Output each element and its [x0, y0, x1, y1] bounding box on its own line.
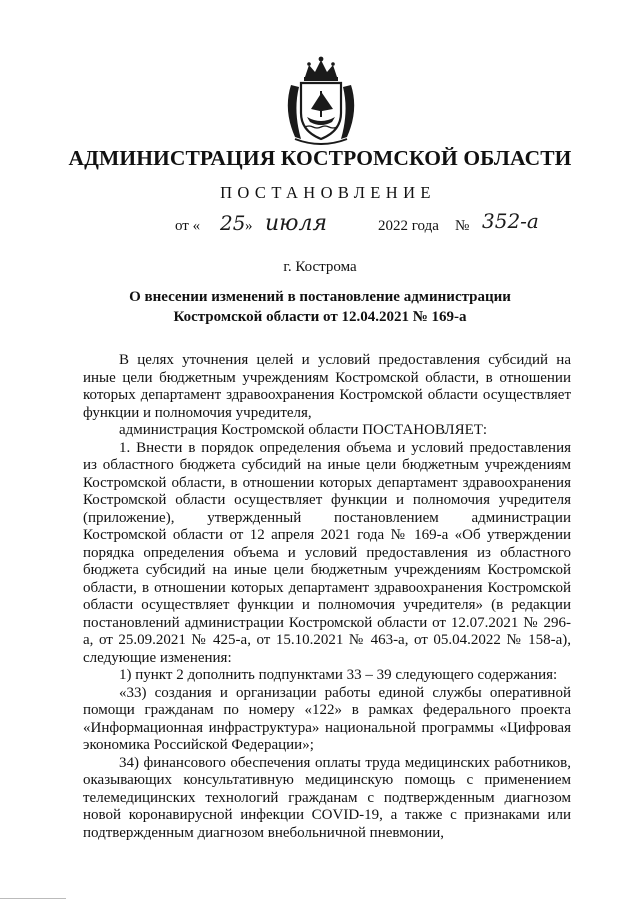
document-number-handwritten: 352-а	[482, 209, 539, 233]
document-body	[83, 352, 571, 842]
date-month-handwritten: июля	[265, 211, 328, 236]
body-paragraph: «33) создания и организации работы единой службы оперативной помощи гражданам по номеру «122» в рамках федерального проекта «Информационная инфраструктура» национальной программы «Цифровая экономика Российской Федерации»;	[83, 684, 571, 753]
date-day-handwritten: 25	[220, 211, 246, 235]
footer-divider	[0, 898, 66, 899]
number-sign: №	[455, 218, 470, 234]
body-paragraph: администрация Костромской области ПОСТАНОВЛЯЕТ:	[119, 422, 488, 438]
subject-line: О внесении изменений в постановление администрации	[129, 289, 511, 305]
body-paragraph: 1) пункт 2 дополнить подпунктами 33 – 39 следующего содержания:	[119, 667, 558, 683]
date-prefix: от «	[175, 218, 201, 234]
document-type: ПОСТАНОВЛЕНИЕ	[220, 183, 436, 202]
body-paragraph: 1. Внести в порядок определения объема и условий предоставления из областного бюджета субсидий на иные цели бюджетным учреждениям Костромской области, в отношении которых департамент здравоохранения Костромской области осуществляет функции и полномочия учредителя (приложение), утвержденный постановлением администрации Костромской области от 12 апреля 2021 года № 169-а «Об утверждении порядка определения объема и условий предоставления из областного бюджета субсидий на иные цели бюджетным учреждениям Костромской области, в отношении которых департамент здравоохранения Костромской области осуществляет функции и полномочия учредителя» (в редакции постановлений администрации Костромской области от 12.07.2021 № 296-а, от 25.09.2021 № 425-а, от 15.10.2021 № 463-а, от 05.04.2022 № 158-а), следующие изменения:	[83, 439, 571, 666]
date-close-quote: »	[245, 218, 253, 234]
subject-line: Костромской области от 12.04.2021 № 169-а	[173, 309, 467, 325]
body-paragraph: 34) финансового обеспечения оплаты труда медицинских работников, оказывающих консультативную медицинскую помощь с применением телемедицинских технологий гражданам с подтвержденным диагнозом новой коронавирусной инфекции COVID-19, а также с признаками или подтвержденным диагнозом внебольничной пневмонии,	[83, 754, 571, 841]
body-paragraph: В целях уточнения целей и условий предоставления субсидий на иные цели бюджетным учреждениям Костромской области, в отношении которых департамент здравоохранения Костромской области осуществляет функции и полномочия учредителя,	[83, 352, 571, 421]
organization-title: АДМИНИСТРАЦИЯ КОСТРОМСКОЙ ОБЛАСТИ	[68, 146, 572, 170]
coat-of-arms-emblem	[275, 55, 367, 145]
city-line: г. Кострома	[283, 259, 357, 275]
date-year: 2022 года	[378, 218, 439, 234]
document-subject	[100, 287, 540, 327]
